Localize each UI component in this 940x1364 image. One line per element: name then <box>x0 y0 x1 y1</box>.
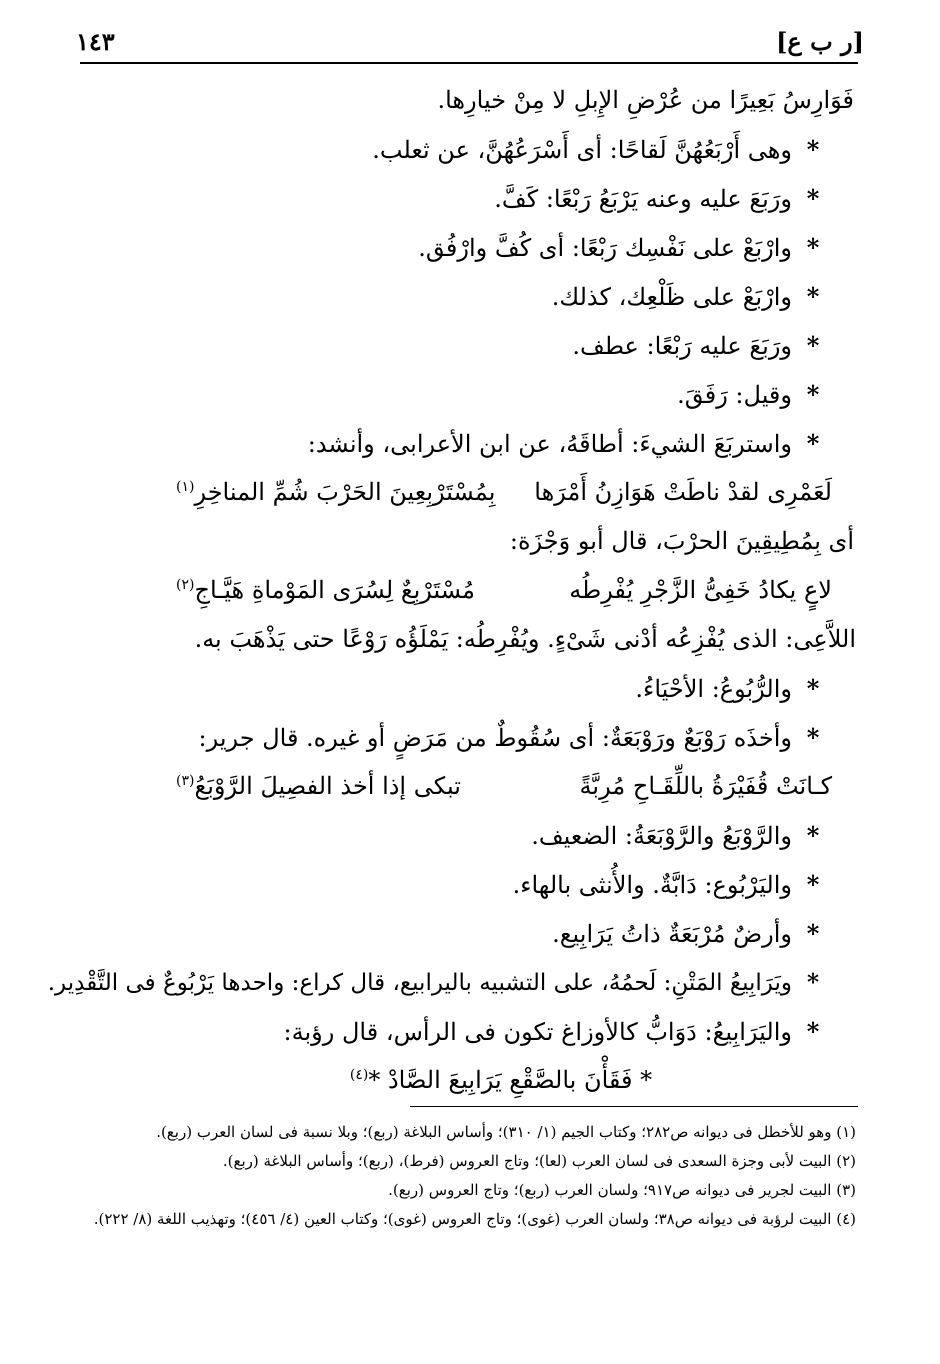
entry-line: *وهى أَرْبَعُهُنَّ لَقاحًا: أى أَسْرَعُهُنَّ، عن ثعلب. <box>86 125 856 174</box>
entry-line: *واليَرْبُوع: دَابَّةٌ. والأُنثى بالهاء. <box>86 860 856 909</box>
verse-line <box>86 566 856 615</box>
text-line: اللاَّعِى: الذى يُفْزِعُه أدْنى شَىْءٍ. ويُفْرِطُه: يَمْلَؤُه رَوْعًا حتى يَذْهَبَ به. <box>194 625 856 653</box>
entry-star-marker: * <box>806 1017 820 1046</box>
entry-line: *ويَرَابِيعُ المَتْنِ: لَحمُهُ، على التشبيه باليرابيع، قال كراع: واحدها يَرْبُوعٌ فى التَّقْدِير. <box>86 958 856 1007</box>
entry-line: *ورَبَعَ عليه وعنه يَرْبَعُ رَبْعًا: كَفَّ. <box>86 174 856 223</box>
root-heading: [ر ب ع] <box>776 26 864 56</box>
entry-star-marker: * <box>806 380 820 409</box>
entry-star-marker: * <box>806 870 820 899</box>
entry-star-marker: * <box>806 723 820 752</box>
footnote-ref: (١) <box>176 479 195 495</box>
entry-star-marker: * <box>806 969 820 996</box>
footnotes <box>80 1120 856 1236</box>
verse-hemistich-first: لاعٍ يكادُ خَفِىُّ الزَّجْرِ يُفْرِطُه <box>569 576 832 604</box>
entry-star-marker: * <box>806 282 820 311</box>
entry-line: *وأخذَه رَوْبَعٌ ورَوْبَعَةٌ: أى سُقُوطٌ من مَرَضٍ أو غيره. قال جرير: <box>86 713 856 762</box>
entry-line: *وارْبَعْ على نَفْسِك رَبْعًا: أى كُفَّ وارْفُق. <box>86 223 856 272</box>
verse-hemistich-second: بِمُسْتَرْبِعِينَ الحَرْبَ شُمِّ المناخِرِ$^{(١)}$ <box>176 478 496 506</box>
entry-star-marker: * <box>806 919 820 948</box>
entry-star-marker: * <box>806 233 820 262</box>
footnote-ref: (٢) <box>176 577 195 593</box>
footnote-ref: (٣) <box>176 773 195 789</box>
verse-line <box>86 468 856 517</box>
entry-line: *ورَبَعَ عليه رَبْعًا: عطف. <box>86 321 856 370</box>
footnote: (١) وهو للأخطل فى ديوانه ص٢٨٢؛ وكتاب الجيم (١/ ٣١٠)؛ وأساس البلاغة (ربع)؛ وبلا نسبة فى لسان العرب (ربع). <box>156 1123 856 1141</box>
entry-star-marker: * <box>806 429 820 458</box>
verse-line: * فَقَأْنَ بالصَّقْعِ يَرَابِيعَ الصَّادْ *$^{(٤)}$ <box>349 1066 653 1094</box>
verse-hemistich-first: لَعَمْرِى لقدْ ناطَتْ هَوَازِنُ أَمْرَها <box>534 478 832 506</box>
entry-line: *واليَرَابِيعُ: دَوَابُّ كالأوزاغ تكون فى الرأس، قال رؤبة: <box>86 1007 856 1056</box>
entry-star-marker: * <box>806 135 820 164</box>
page-header <box>76 26 864 56</box>
verse-line <box>86 762 856 811</box>
entry-body <box>47 76 856 1105</box>
verse-hemistich-second: مُسْتَرْبِعٌ لِسُرَى المَوْماةِ هَيَّـاجِ$^{(٢)}$ <box>176 576 476 604</box>
entry-star-marker: * <box>806 331 820 360</box>
entry-star-marker: * <box>806 184 820 213</box>
entry-star-marker: * <box>806 674 820 703</box>
verse-hemistich-second: تبكى إذا أخذ الفصِيلَ الرَّوْبَعُ$^{(٣)}$ <box>176 772 461 800</box>
footnote-ref: (٤) <box>349 1067 369 1083</box>
entry-line: *وارْبَعْ على ظَلْعِك، كذلك. <box>86 272 856 321</box>
page-number: ١٤٣ <box>76 26 115 56</box>
text-line: أى بِمُطِيقِينَ الحرْبَ، قال أبو وَجْزَة: <box>509 527 854 555</box>
entry-line: *والرَّوْبَعُ والرَّوْبَعَةُ: الضعيف. <box>86 811 856 860</box>
entry-line: *واستربَعَ الشيءَ: أطاقَهُ، عن ابن الأعرابى، وأنشد: <box>86 419 856 468</box>
entry-line: *وأرضٌ مُرْبَعَةٌ ذاتُ يَرَابِيع. <box>86 909 856 958</box>
footnote: (٢) البيت لأبى وجزة السعدى فى لسان العرب (لعا)؛ وتاج العروس (فرط)، (ربع)؛ وأساس البلاغة (ربع). <box>222 1152 856 1170</box>
entry-line: *وقيل: رَفَقَ. <box>86 370 856 419</box>
entry-star-marker: * <box>806 821 820 850</box>
footnote: (٤) البيت لرؤبة فى ديوانه ص٣٨؛ ولسان العرب (غوى)؛ وتاج العروس (غوى)؛ وكتاب العين (٤/ ٤٥٦)؛ وتهذيب اللغة (٨/ ٢٢٢). <box>93 1210 856 1228</box>
text-line: فَوَارِسُ بَعِيرًا من عُرْضِ الإِبلِ لا مِنْ خيارِها. <box>437 86 854 114</box>
entry-line: *والرُّبُوعُ: الأحْيَاءُ. <box>86 664 856 713</box>
verse-hemistich-first: كـانَتْ قُفَيْرَةُ باللِّقَـاحِ مُرِبَّةً <box>579 772 832 800</box>
footnote-rule <box>410 1106 858 1107</box>
header-rule <box>80 62 858 64</box>
footnote: (٣) البيت لجرير فى ديوانه ص٩١٧؛ ولسان العرب (ربع)؛ وتاج العروس (ربع). <box>388 1181 856 1199</box>
